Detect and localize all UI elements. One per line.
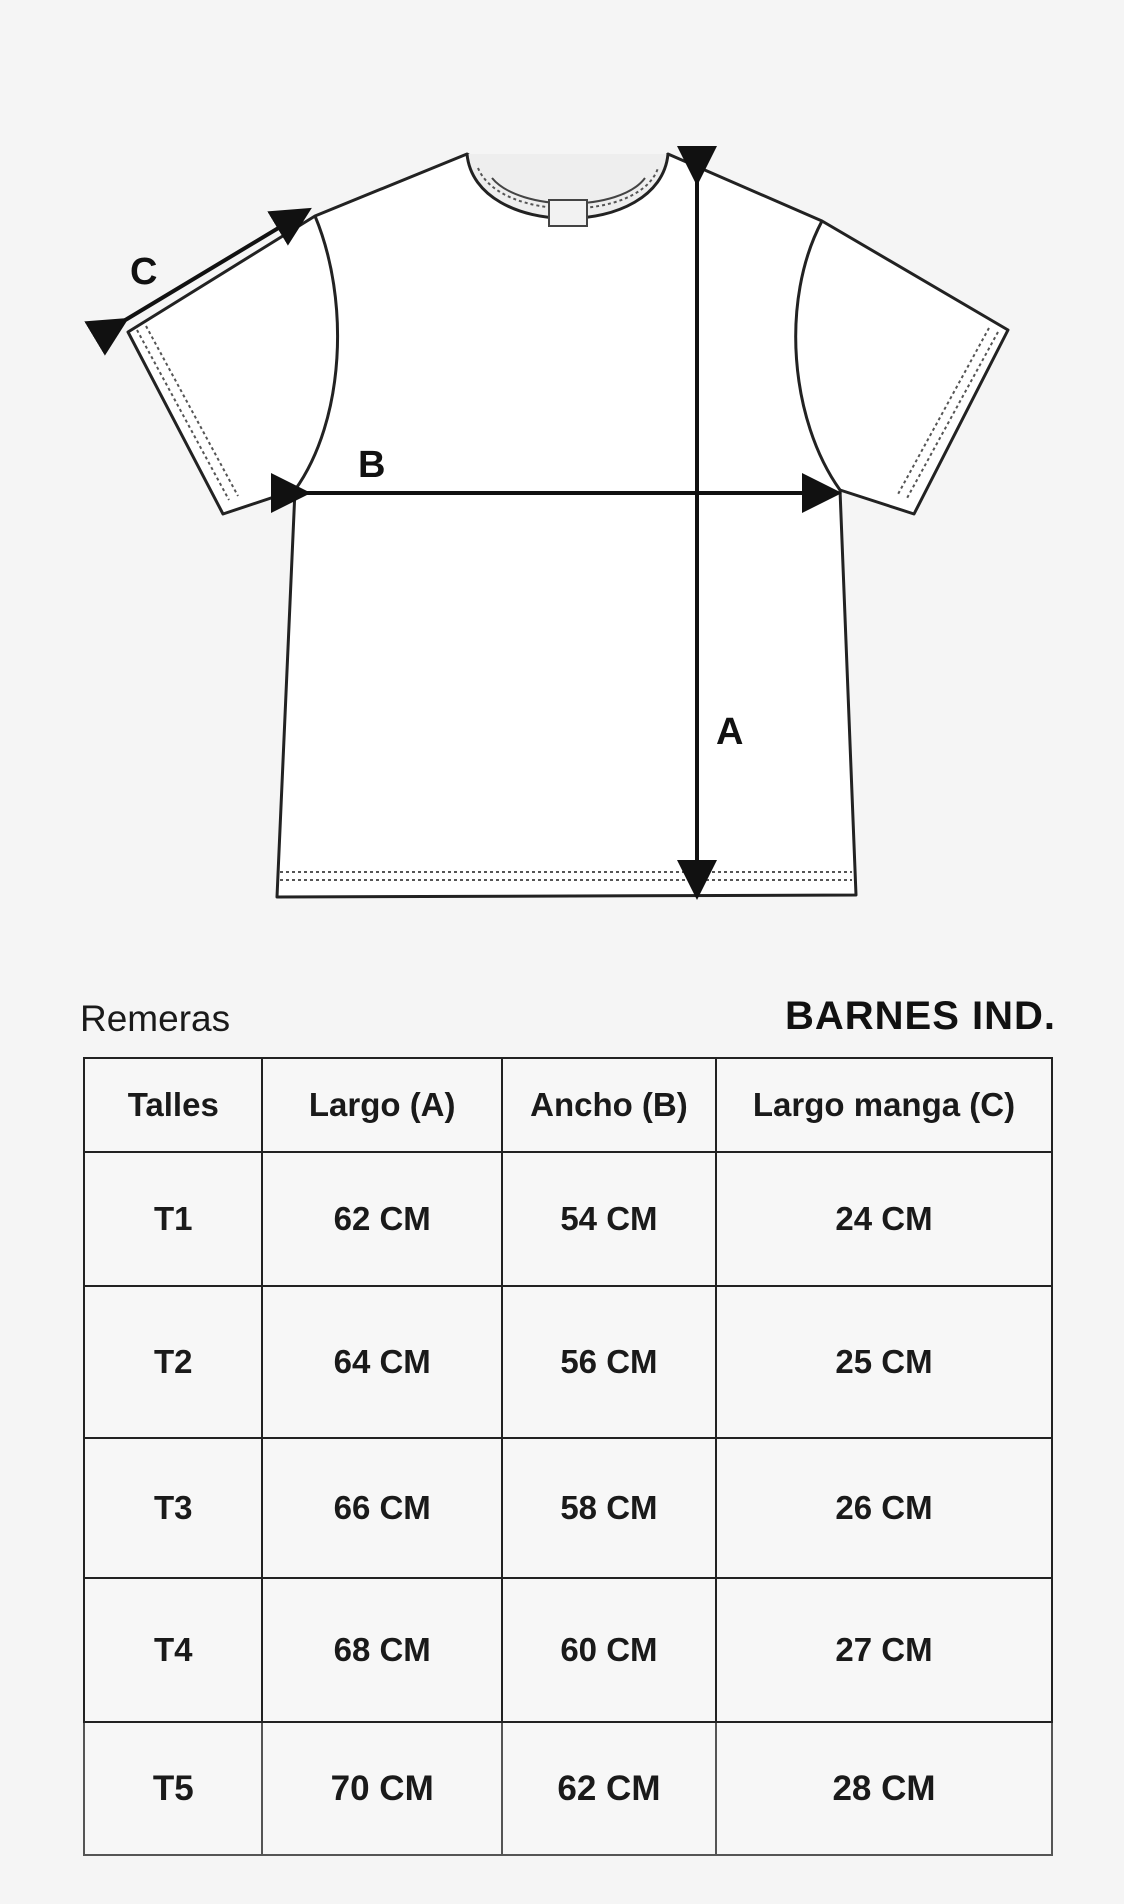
table-cell: T2 [84, 1286, 262, 1438]
table-cell: 28 CM [716, 1722, 1052, 1855]
table-cell: T1 [84, 1152, 262, 1286]
column-header: Talles [84, 1058, 262, 1152]
table-row [84, 1438, 1052, 1578]
table-cell: 70 CM [262, 1722, 501, 1855]
table-cell: T5 [84, 1722, 262, 1855]
brand-name: BARNES IND. [784, 994, 1056, 1038]
table-cell: T3 [84, 1438, 262, 1578]
table-header [84, 1058, 1052, 1152]
table-row [84, 1152, 1052, 1286]
table-cell: 68 CM [262, 1578, 501, 1722]
table-cell: 26 CM [716, 1438, 1052, 1578]
table-cell: 62 CM [262, 1152, 501, 1286]
size-chart-table [83, 1057, 1053, 1856]
column-header: Ancho (B) [502, 1058, 716, 1152]
column-header: Largo (A) [262, 1058, 501, 1152]
table-row [84, 1578, 1052, 1722]
label-a: A [716, 711, 744, 753]
label-c: C [130, 251, 158, 293]
table-cell: 54 CM [502, 1152, 716, 1286]
table-row [84, 1286, 1052, 1438]
table-cell: 64 CM [262, 1286, 501, 1438]
table-cell: T4 [84, 1578, 262, 1722]
table-cell: 27 CM [716, 1578, 1052, 1722]
column-header: Largo manga (C) [716, 1058, 1052, 1152]
table-cell: 58 CM [502, 1438, 716, 1578]
neck-label [549, 200, 587, 226]
table-cell: 66 CM [262, 1438, 501, 1578]
table-cell: 56 CM [502, 1286, 716, 1438]
label-b: B [358, 444, 386, 486]
table-cell: 25 CM [716, 1286, 1052, 1438]
table-row [84, 1722, 1052, 1855]
table-title: Remeras [80, 998, 231, 1039]
table-cell: 24 CM [716, 1152, 1052, 1286]
tshirt-outline [128, 154, 1008, 897]
table-cell: 62 CM [502, 1722, 716, 1855]
table-cell: 60 CM [502, 1578, 716, 1722]
table-header-row [80, 994, 1056, 1044]
